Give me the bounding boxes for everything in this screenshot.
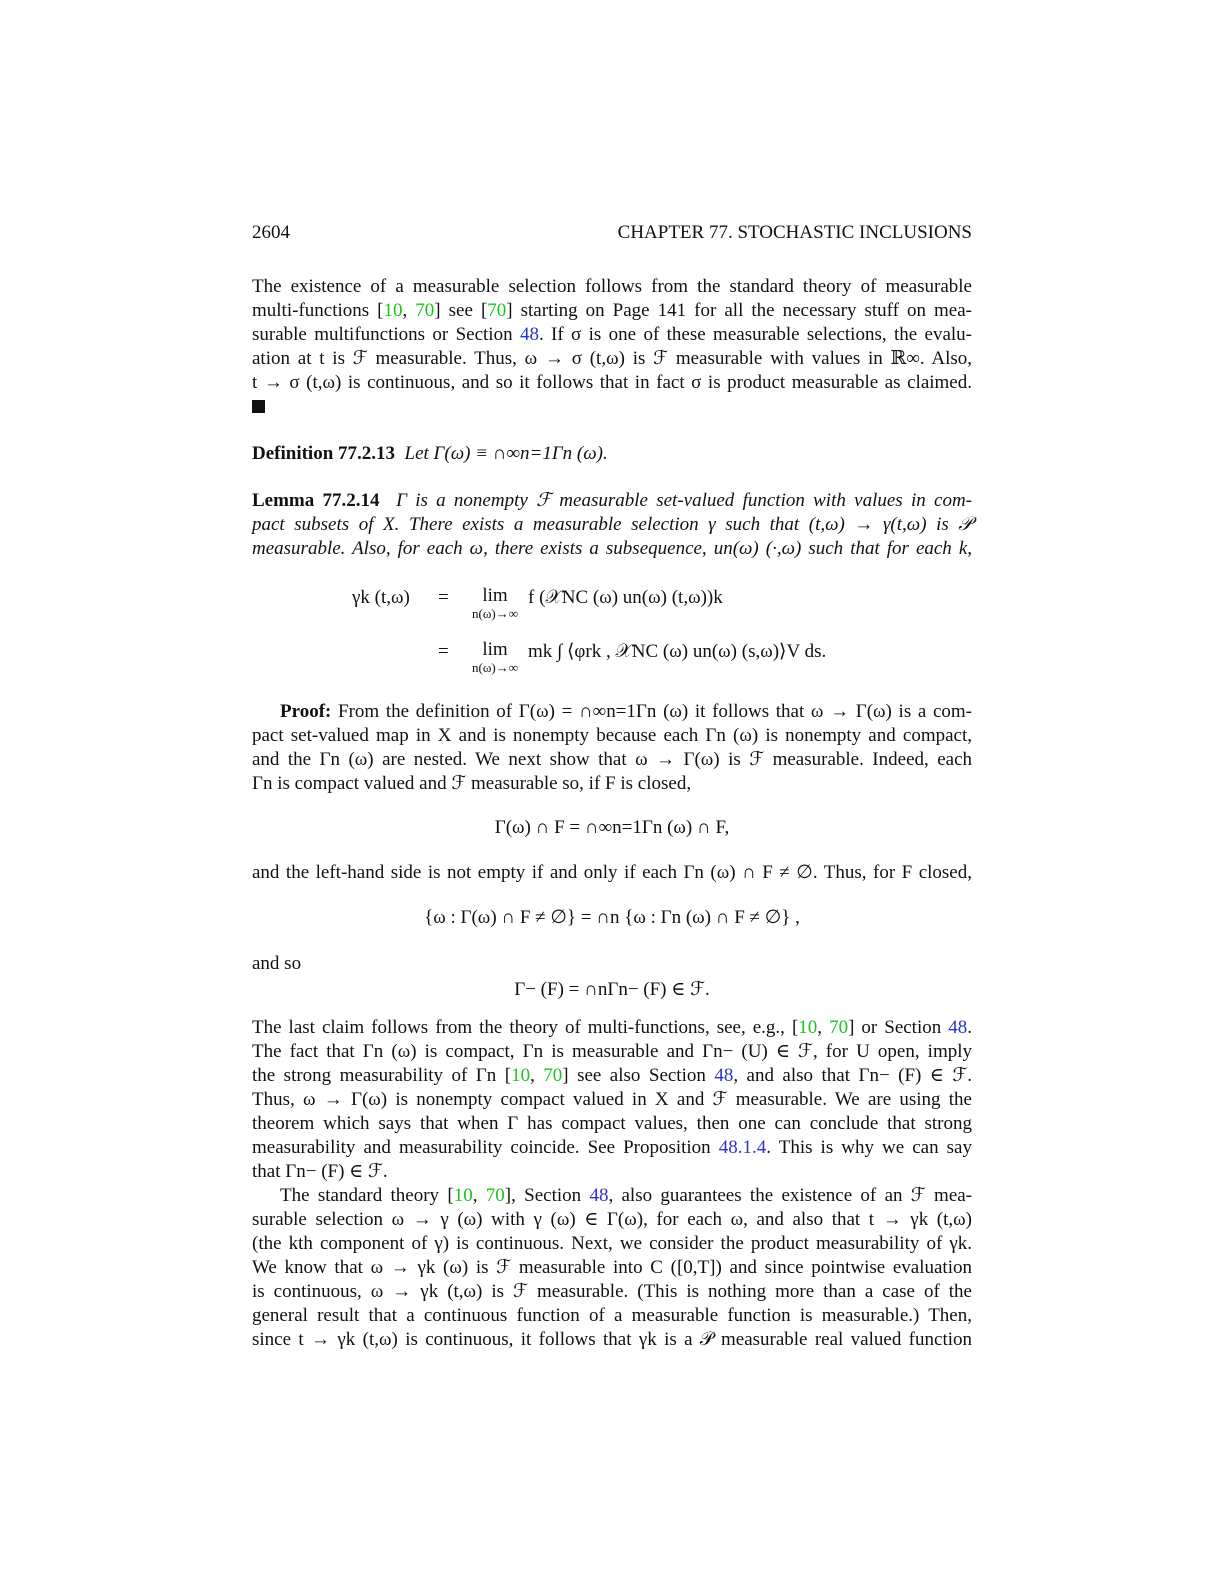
- ref-10[interactable]: 10: [453, 1185, 473, 1206]
- section-48-link[interactable]: 48: [948, 1017, 968, 1038]
- para3-line4: Thus, ω → Γ(ω) is nonempty compact valued in X and ℱ measurable. We are using the: [252, 1089, 972, 1110]
- ref-70[interactable]: 70: [487, 300, 507, 321]
- and-so: and so: [252, 953, 302, 974]
- para2: and the left-hand side is not empty if and only if each Γn (ω) ∩ F ≠ ∅. Thus, for F closed,: [252, 862, 972, 883]
- para4-line2: surable selection ω → γ (ω) with γ (ω) ∈ Γ(ω), for each ω, and also that t → γk (t,ω): [252, 1209, 972, 1230]
- eq1-rhs1: f (𝒳NC (ω) un(ω) (t,ω))k: [528, 587, 723, 608]
- para3-line3: the strong measurability of Γn [10, 70] see also Section 48, and also that Γn− (F) ∈ ℱ.: [252, 1065, 973, 1086]
- chapter-title: CHAPTER 77. STOCHASTIC INCLUSIONS: [617, 222, 972, 243]
- proof-line3: and the Γn (ω) are nested. We next show that ω → Γ(ω) is ℱ measurable. Indeed, each: [252, 749, 972, 770]
- definition-77-2-13: Definition 77.2.13 Let Γ(ω) ≡ ∩∞n=1Γn (ω).: [252, 443, 608, 464]
- section-48-link[interactable]: 48: [519, 324, 539, 345]
- para4-line5: is continuous, ω → γk (t,ω) is ℱ measurable. (This is nothing more than a case of the: [252, 1281, 972, 1302]
- eq1-lim-1: lim n(ω)→∞: [472, 585, 518, 621]
- eq1-rhs2: mk ∫ ⟨φrk , 𝒳NC (ω) un(ω) (s,ω)⟩V ds.: [528, 641, 827, 662]
- para4-line4: We know that ω → γk (ω) is ℱ measurable into C ([0,T]) and since pointwise evaluation: [252, 1257, 972, 1278]
- ref-10[interactable]: 10: [798, 1017, 818, 1038]
- para1-line1: The existence of a measurable selection follows from the standard theory of measurable: [252, 276, 972, 297]
- para3-line6: measurability and measurability coincide. See Proposition 48.1.4. This is why we can say: [252, 1137, 972, 1158]
- lemma-line1: Lemma 77.2.14 Γ is a nonempty ℱ measurable set-valued function with values in com-: [252, 490, 972, 511]
- para4-line6: general result that a continuous function of a measurable function is measurable.) Then,: [252, 1305, 972, 1326]
- para1-line5: t → σ (t,ω) is continuous, and so it follows that in fact σ is product measurable as claimed.: [252, 372, 972, 393]
- eq4: Γ− (F) = ∩nΓn− (F) ∈ ℱ.: [514, 979, 710, 1000]
- ref-10[interactable]: 10: [511, 1065, 531, 1086]
- para4-line7: since t → γk (t,ω) is continuous, it follows that γk is a 𝒫 measurable real valued function: [252, 1329, 972, 1350]
- proof-line2: pact set-valued map in X and is nonempty because each Γn (ω) is nonempty and compact,: [252, 725, 972, 746]
- page-number: 2604: [252, 222, 290, 243]
- ref-70[interactable]: 70: [485, 1185, 505, 1206]
- ref-10[interactable]: 10: [383, 300, 403, 321]
- running-header: [252, 222, 972, 246]
- para4-line1: The standard theory [10, 70], Section 48, also guarantees the existence of an ℱ mea-: [280, 1185, 973, 1206]
- section-48-link[interactable]: 48: [714, 1065, 734, 1086]
- ref-70[interactable]: 70: [543, 1065, 563, 1086]
- eq1-lim-2: lim n(ω)→∞: [472, 639, 518, 675]
- eq1-lhs: γk (t,ω): [352, 587, 410, 608]
- ref-70[interactable]: 70: [829, 1017, 849, 1038]
- qed-box: [252, 395, 972, 419]
- para3-line7: that Γn− (F) ∈ ℱ.: [252, 1161, 388, 1182]
- eq3: {ω : Γ(ω) ∩ F ≠ ∅} = ∩n {ω : Γn (ω) ∩ F ≠ ∅} ,: [424, 907, 800, 928]
- para1-line4: ation at t is ℱ measurable. Thus, ω → σ (t,ω) is ℱ measurable with values in ℝ∞. Also,: [252, 348, 972, 369]
- para3-line5: theorem which says that when Γ has compact values, then one can conclude that strong: [252, 1113, 972, 1134]
- proposition-48-1-4-link[interactable]: 48.1.4: [718, 1137, 767, 1158]
- para3-line2: The fact that Γn (ω) is compact, Γn is measurable and Γn− (U) ∈ ℱ, for U open, imply: [252, 1041, 972, 1062]
- eq2: Γ(ω) ∩ F = ∩∞n=1Γn (ω) ∩ F,: [494, 817, 730, 838]
- para4-line3: (the kth component of γ) is continuous. Next, we consider the product measurability of γk.: [252, 1233, 972, 1254]
- lemma-line2: pact subsets of X. There exists a measurable selection γ such that (t,ω) → γ(t,ω) is 𝒫: [252, 514, 972, 535]
- ref-70[interactable]: 70: [415, 300, 435, 321]
- eq1-equals-1: =: [438, 587, 449, 608]
- eq1-equals-2: =: [438, 641, 449, 662]
- para1-line3: surable multifunctions or Section 48. If σ is one of these measurable selections, the evalu-: [252, 324, 972, 345]
- proof-line4: Γn is compact valued and ℱ measurable so, if F is closed,: [252, 773, 692, 794]
- lemma-line3: measurable. Also, for each ω, there exists a subsequence, un(ω) (·,ω) such that for each k,: [252, 538, 972, 559]
- para3-line1: The last claim follows from the theory of multi-functions, see, e.g., [10, 70] or Section 48.: [252, 1017, 973, 1038]
- section-48-link[interactable]: 48: [589, 1185, 609, 1206]
- proof-line1: Proof: From the definition of Γ(ω) = ∩∞n=1Γn (ω) it follows that ω → Γ(ω) is a com-: [280, 701, 973, 722]
- para1-line2: multi-functions [10, 70] see [70] starting on Page 141 for all the necessary stuff on mea-: [252, 300, 973, 321]
